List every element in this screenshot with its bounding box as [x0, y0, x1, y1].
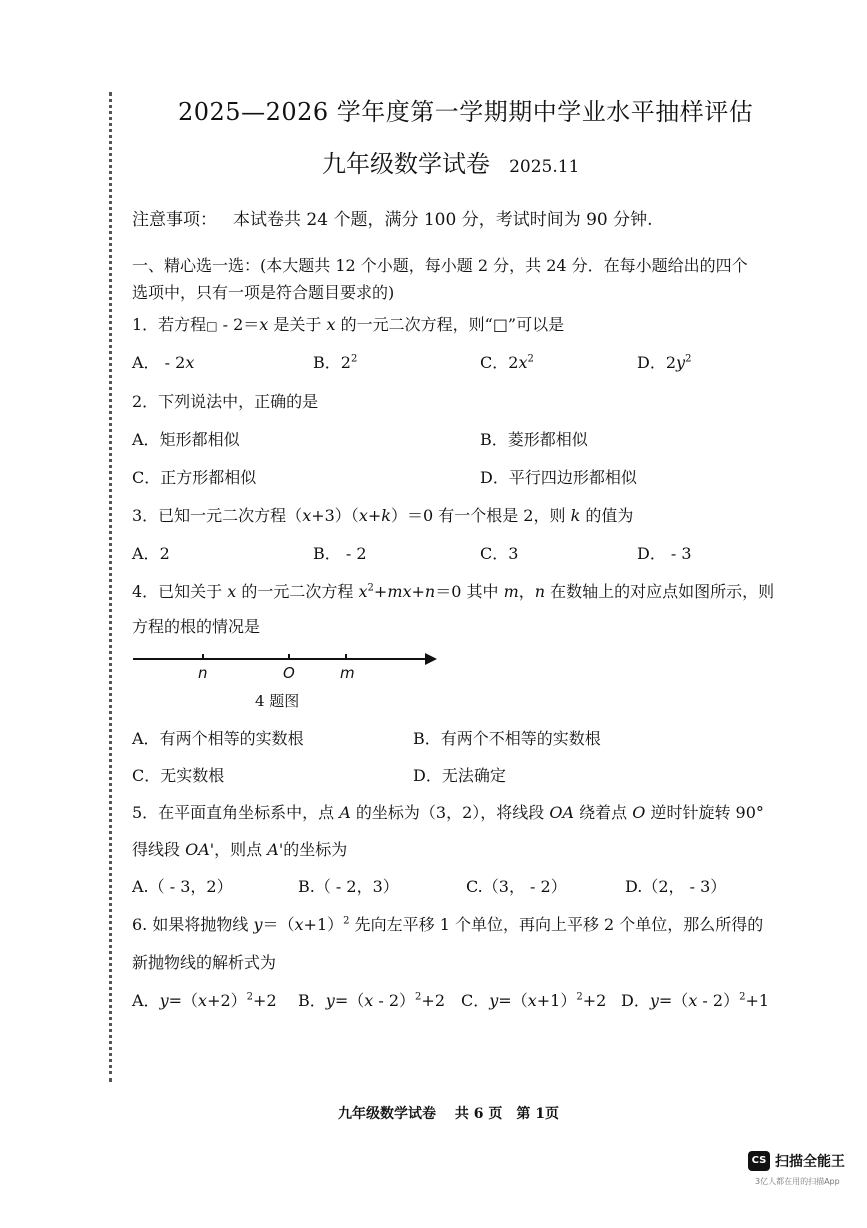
q4-text: 的一元二次方程 [236, 582, 359, 601]
option-text: +1） [536, 991, 577, 1010]
option-text: 2 [665, 353, 677, 372]
tick-n [202, 654, 204, 660]
tick-m [345, 654, 347, 660]
option-label: C． [480, 544, 509, 563]
blank-box: □ [206, 319, 218, 333]
option-label: D． [621, 991, 650, 1010]
option-text: 2 [340, 353, 351, 372]
option-text: +1 [745, 991, 770, 1010]
var-y: y [253, 915, 263, 934]
q2-option-c[interactable] [132, 465, 256, 488]
q1-text: - 2＝ [217, 315, 260, 334]
question-3-stem [132, 503, 633, 526]
exponent: 2 [415, 991, 422, 1003]
q5-option-b[interactable] [298, 874, 399, 897]
point-a: A [339, 803, 351, 822]
option-var: y [676, 353, 686, 372]
q6-text: ＝（ [262, 915, 295, 934]
q4-text: + [411, 582, 425, 601]
option-exponent: 2 [527, 353, 534, 365]
option-text: 无法确定 [441, 766, 506, 785]
q1-text: 是关于 [268, 315, 327, 334]
number-line-axis [133, 658, 429, 660]
option-label: B． [480, 430, 508, 449]
option-text: =（ [658, 991, 689, 1010]
question-6-line2: 新抛物线的解析式为 [132, 953, 277, 972]
option-exponent: 2 [350, 353, 358, 365]
binding-dotted-line [109, 92, 112, 1082]
segment-oa: OA [549, 803, 575, 822]
label-m: m [340, 664, 355, 682]
option-text: （ - 2，3） [314, 877, 399, 896]
option-label: A． [132, 729, 160, 748]
camscanner-logo-icon: CS [748, 1151, 770, 1171]
q5-text: ，则点 [214, 840, 268, 859]
var-n: n [424, 582, 436, 601]
notice-label: 注意事项： [132, 210, 217, 230]
q3-option-b[interactable] [313, 541, 367, 564]
var-x: x [259, 315, 269, 334]
q6-text: +1） [303, 915, 344, 934]
segment-oa-prime: OA' [185, 840, 215, 859]
q1-text: 1．若方程 [132, 315, 207, 334]
exponent: 2 [246, 991, 254, 1003]
var-x: x [364, 991, 374, 1010]
q6-option-d[interactable] [621, 988, 769, 1011]
option-label: A． [132, 544, 160, 563]
exponent: 2 [343, 915, 350, 927]
option-label: B. [298, 877, 315, 896]
var-mx: mx [387, 582, 412, 601]
subtitle-row [322, 144, 579, 179]
option-label: D． [637, 353, 666, 372]
option-text: 正方形都相似 [160, 468, 257, 487]
exam-title: 2025—2026 学年度第一学期期中学业水平抽样评估 [178, 98, 754, 126]
q5-text: 5．在平面直角坐标系中，点 [132, 803, 340, 822]
option-exponent: 2 [685, 353, 692, 365]
q5-text: 绕着点 [574, 803, 633, 822]
q6-option-a[interactable] [132, 988, 277, 1011]
option-label: A． [132, 353, 160, 372]
option-text: 2 [159, 544, 170, 563]
option-label: C． [480, 353, 509, 372]
option-text: +2 [582, 991, 607, 1010]
option-text: =（ [498, 991, 528, 1010]
q4-text: 在数轴上的对应点如图所示，则 [545, 582, 775, 601]
option-text: （2， - 3） [642, 877, 727, 896]
option-label: C. [466, 877, 483, 896]
option-var: x [185, 353, 195, 372]
tick-origin [288, 654, 290, 660]
option-text: 矩形都相似 [159, 430, 240, 449]
var-x: x [527, 991, 537, 1010]
label-origin: O [283, 664, 295, 682]
q1-option-b[interactable] [313, 350, 357, 373]
figure-caption: 4 题图 [255, 692, 300, 710]
option-text: 菱形都相似 [507, 430, 588, 449]
option-text: （ - 3，2） [148, 877, 233, 896]
q1-option-c[interactable] [480, 350, 534, 373]
q4-option-c[interactable] [132, 763, 224, 786]
question-5-line2 [132, 837, 347, 860]
option-label: D. [625, 877, 643, 896]
var-y: y [325, 991, 335, 1010]
option-label: B． [313, 353, 341, 372]
q1-text: 的一元二次方程，则“□”可以是 [335, 315, 565, 334]
exponent: 2 [576, 991, 583, 1003]
option-label: C． [132, 468, 161, 487]
var-x: x [688, 991, 698, 1010]
var-x: x [326, 315, 336, 334]
option-text: - 2） [373, 991, 416, 1010]
q5-text: 逆时针旋转 90° [645, 803, 764, 822]
var-x: x [294, 915, 304, 934]
q3-option-d[interactable] [637, 541, 692, 564]
q5-text: 的坐标为（3，2），将线段 [350, 803, 550, 822]
option-label: D． [637, 544, 666, 563]
var-y: y [489, 991, 499, 1010]
question-2-stem: 2．下列说法中，正确的是 [132, 392, 319, 411]
exponent: 2 [367, 582, 374, 594]
q6-option-c[interactable] [461, 988, 606, 1011]
scanner-tagline: 3亿人都在用的扫描App [755, 1177, 840, 1186]
q2-option-a[interactable] [132, 427, 240, 450]
notice-text: 本试卷共 24 个题，满分 100 分，考试时间为 90 分钟. [233, 210, 653, 230]
var-x: x [358, 506, 368, 525]
option-label: B． [313, 544, 341, 563]
section-heading-line1: 一、精心选一选：(本大题共 12 个小题，每小题 2 分，共 24 分．在每小题给出的四个 [132, 256, 748, 275]
var-x: x [358, 582, 368, 601]
q4-text: 4．已知关于 [132, 582, 228, 601]
var-x: x [302, 506, 312, 525]
option-text: =（ [334, 991, 365, 1010]
option-text: 有两个相等的实数根 [159, 729, 304, 748]
var-x: x [227, 582, 237, 601]
exam-date: 2025.11 [509, 157, 580, 177]
var-y: y [649, 991, 659, 1010]
exponent: 2 [739, 991, 746, 1003]
option-label: D． [480, 468, 509, 487]
option-label: A． [132, 430, 160, 449]
q5-text: 的坐标为 [283, 840, 348, 859]
q4-text: ， [518, 582, 535, 601]
q4-option-d[interactable] [413, 763, 506, 786]
option-text: +2 [253, 991, 277, 1010]
q5-option-a[interactable] [132, 874, 233, 897]
q5-option-c[interactable] [466, 874, 567, 897]
option-text: - 2 [340, 544, 367, 563]
option-text: 有两个不相等的实数根 [440, 729, 601, 748]
q6-option-b[interactable] [298, 988, 445, 1011]
question-4-line2: 方程的根的情况是 [132, 617, 261, 636]
q3-text: 的值为 [580, 506, 634, 525]
point-a-prime: A' [267, 840, 284, 859]
option-label: A. [132, 877, 149, 896]
scanner-app-name: 扫描全能王 [775, 1154, 845, 1170]
option-text: =（ [168, 991, 199, 1010]
q2-option-d[interactable] [480, 465, 637, 488]
q4-option-a[interactable] [132, 726, 304, 749]
option-var: x [518, 353, 528, 372]
q6-text: 6. 如果将抛物线 [132, 915, 254, 934]
option-label: C． [461, 991, 490, 1010]
option-label: B． [413, 729, 441, 748]
option-text: - 2 [159, 353, 186, 372]
var-y: y [159, 991, 169, 1010]
option-label: B． [298, 991, 326, 1010]
label-n: n [198, 664, 208, 682]
option-label: C． [132, 766, 161, 785]
q2-option-b[interactable] [480, 427, 588, 450]
section-heading-line2: 选项中，只有一项是符合题目要求的) [132, 283, 395, 302]
question-6-stem [132, 912, 763, 935]
var-k: k [570, 506, 581, 525]
q4-option-b[interactable] [413, 726, 601, 749]
q3-option-c[interactable] [480, 541, 518, 564]
q3-text: + [367, 506, 382, 525]
q4-text: ＝0 其中 [435, 582, 504, 601]
var-x: x [198, 991, 208, 1010]
q1-option-a[interactable] [132, 350, 194, 373]
q4-text: + [373, 582, 388, 601]
question-4-stem [132, 579, 774, 602]
q5-option-d[interactable] [625, 874, 726, 897]
option-text: 平行四边形都相似 [508, 468, 637, 487]
var-m: m [503, 582, 519, 601]
var-n: n [534, 582, 546, 601]
q1-option-d[interactable] [637, 350, 691, 373]
arrow-right-icon [425, 653, 437, 665]
q3-option-a[interactable] [132, 541, 170, 564]
q3-text: +3）（ [311, 506, 359, 525]
notice-row [132, 205, 653, 230]
option-label: A． [132, 991, 160, 1010]
option-text: （3， - 2） [482, 877, 567, 896]
option-text: 无实数根 [160, 766, 225, 785]
q3-text: ）＝0 有一个根是 2，则 [390, 506, 571, 525]
question-5-stem [132, 800, 764, 823]
page-footer: 九年级数学试卷 共 6 页 第 1页 [338, 1106, 559, 1122]
option-text: +2 [421, 991, 445, 1010]
q5-text: 得线段 [132, 840, 186, 859]
q6-text: 先向左平移 1 个单位，再向上平移 2 个单位，那么所得的 [349, 915, 764, 934]
option-text: - 2） [697, 991, 740, 1010]
var-k: k [381, 506, 391, 525]
question-1-stem [132, 312, 564, 335]
option-text: 2 [508, 353, 519, 372]
option-text: - 3 [665, 544, 692, 563]
option-text: 3 [508, 544, 519, 563]
point-o: O [632, 803, 646, 822]
option-label: D． [413, 766, 442, 785]
option-text: +2） [207, 991, 247, 1010]
exam-subtitle: 九年级数学试卷 [322, 150, 490, 178]
q3-text: 3．已知一元二次方程（ [132, 506, 303, 525]
